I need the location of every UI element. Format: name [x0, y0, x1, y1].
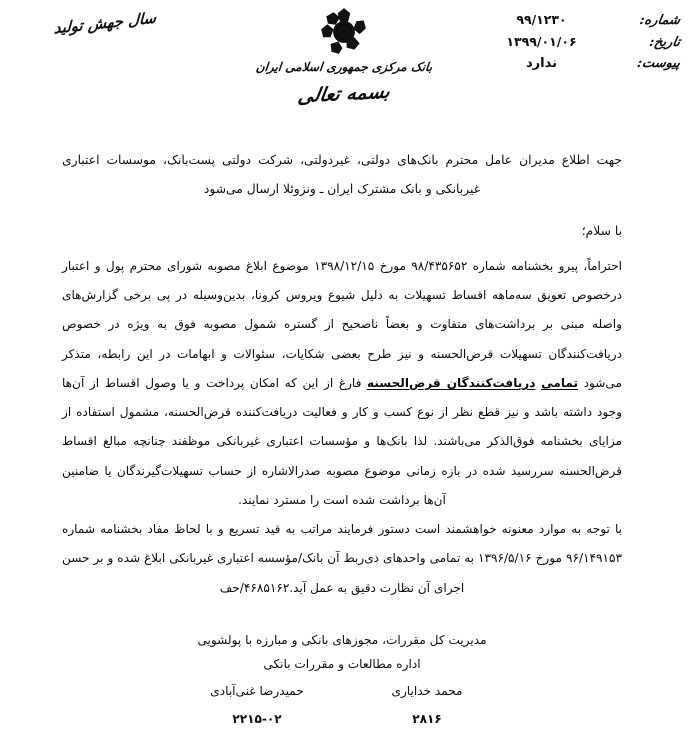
year-motto: سال جهش تولید	[53, 8, 157, 38]
meta-row-attachment	[465, 56, 680, 78]
body-paragraph-1-part-1: احتراماً، پیرو بخشنامه شماره ۹۸/۴۳۵۶۵۲ مورخ ۱۳۹۸/۱۲/۱۵ موضوع ابلاغ مصوبه شورای محترم پول و اعتبار درخصوص تعویق سه‌ماهه اقساط تسهیلات به دلیل شیوع ویروس کرونا، بدین‌وسیله در پی برخی گزارش‌های واصله مبنی بر برداشت‌های متفاوت و بعضاً ناصحیح از گستره شمول مصوبه فوق به ویژه در خصوص دریافت‌کنندگان تسهیلات قرض‌الحسنه و نیز طرح بعضی شکایات، سئوالات و ابهامات در این رابطه، متذکر می‌شود	[62, 258, 623, 390]
signatory-1-name: حمیدرضا غنی‌آبادی	[210, 684, 304, 699]
document-content	[0, 146, 688, 731]
signature-block	[62, 629, 622, 731]
meta-row-date	[465, 34, 680, 56]
salutation: با سلام؛	[581, 223, 622, 238]
meta-label-date: تاریخ:	[648, 35, 682, 50]
meta-row-number	[465, 12, 680, 34]
emphasis-tamami: تمامی	[541, 375, 579, 390]
signature-office: اداره مطالعات و مقررات بانکی	[263, 656, 421, 671]
recipients-line-1: جهت اطلاع مدیران عامل محترم بانک‌های دولتی، غیردولتی، شرکت دولتی پست‌بانک، موسسات اعتباری	[62, 153, 622, 167]
organization-name: بانک مرکزی جمهوری اسلامی ایران	[255, 60, 433, 74]
signatories	[62, 680, 622, 731]
meta-value-attachment: ندارد	[525, 56, 557, 71]
recipients-line-2: غیربانکی و بانک مشترک ایران ـ ونزوئلا ارسال می‌شود	[203, 181, 481, 196]
meta-value-date: ۱۳۹۹/۰۱/۰۶	[506, 34, 577, 49]
basmalah: بسمه تعالی	[296, 80, 392, 108]
recipients-block	[62, 146, 622, 204]
signatory-1	[201, 680, 313, 731]
emblem-block	[229, 6, 459, 108]
meta-label-number: شماره:	[638, 13, 682, 28]
body-text	[62, 252, 622, 603]
meta-value-number: ۹۹/۱۲۳۰	[516, 12, 567, 27]
document-meta	[465, 12, 680, 78]
letterhead	[0, 0, 688, 132]
body-paragraph-1-part-2: فارغ از این که امکان پرداخت و یا وصول اقساط از آن‌ها وجود داشته باشد و نیز قطع نظر از نوع کسب و کار و فعالیت دریافت‌کننده قرض‌الحسنه، مشمول استفاده از مزایای بخشنامه فوق‌الذکر می‌باشند. لذا بانک‌ها و مؤسسات اعتباری غیربانکی موظفند چنانچه مبالغ اقساط قرض‌الحسنه سررسید شده در بازه زمانی موضوع مصوبه صدرالاشاره از حساب تسهیلات‌گیرندگان یا ضامنین آن‌ها برداشت شده است را مسترد نمایند.	[62, 375, 622, 507]
meta-label-attachment: پیوست:	[635, 56, 682, 71]
emphasis-gharzolhasaneh-recipients: دریافت‌کنندگان قرض‌الحسنه	[367, 375, 536, 390]
signatory-2	[371, 680, 483, 731]
signatory-2-name: محمد خدایاری	[391, 684, 463, 699]
body-paragraph-1	[62, 252, 622, 515]
central-bank-of-iran-emblem-icon	[318, 6, 370, 58]
signatory-2-code: ۲۸۱۶	[412, 711, 442, 726]
body-paragraph-2: با توجه به موارد معنونه خواهشمند است دستور فرمایند مراتب به قید تسریع و با لحاظ مفاد بخشنامه شماره ۹۶/۱۴۹۱۵۳ مورخ ۱۳۹۶/۵/۱۶ به تمامی واحدهای ذی‌ربط آن بانک/مؤسسه اعتباری غیربانکی ابلاغ شده و بر حسن اجرای آن نظارت دقیق به عمل آید.۴۶۸۵۱۶۲/حف	[62, 522, 623, 595]
signature-department: مدیریت کل مقررات، مجوزهای بانکی و مبارزه با پولشویی	[197, 632, 487, 647]
signatory-1-code: ۲۲۱۵-۰۲	[232, 711, 282, 726]
